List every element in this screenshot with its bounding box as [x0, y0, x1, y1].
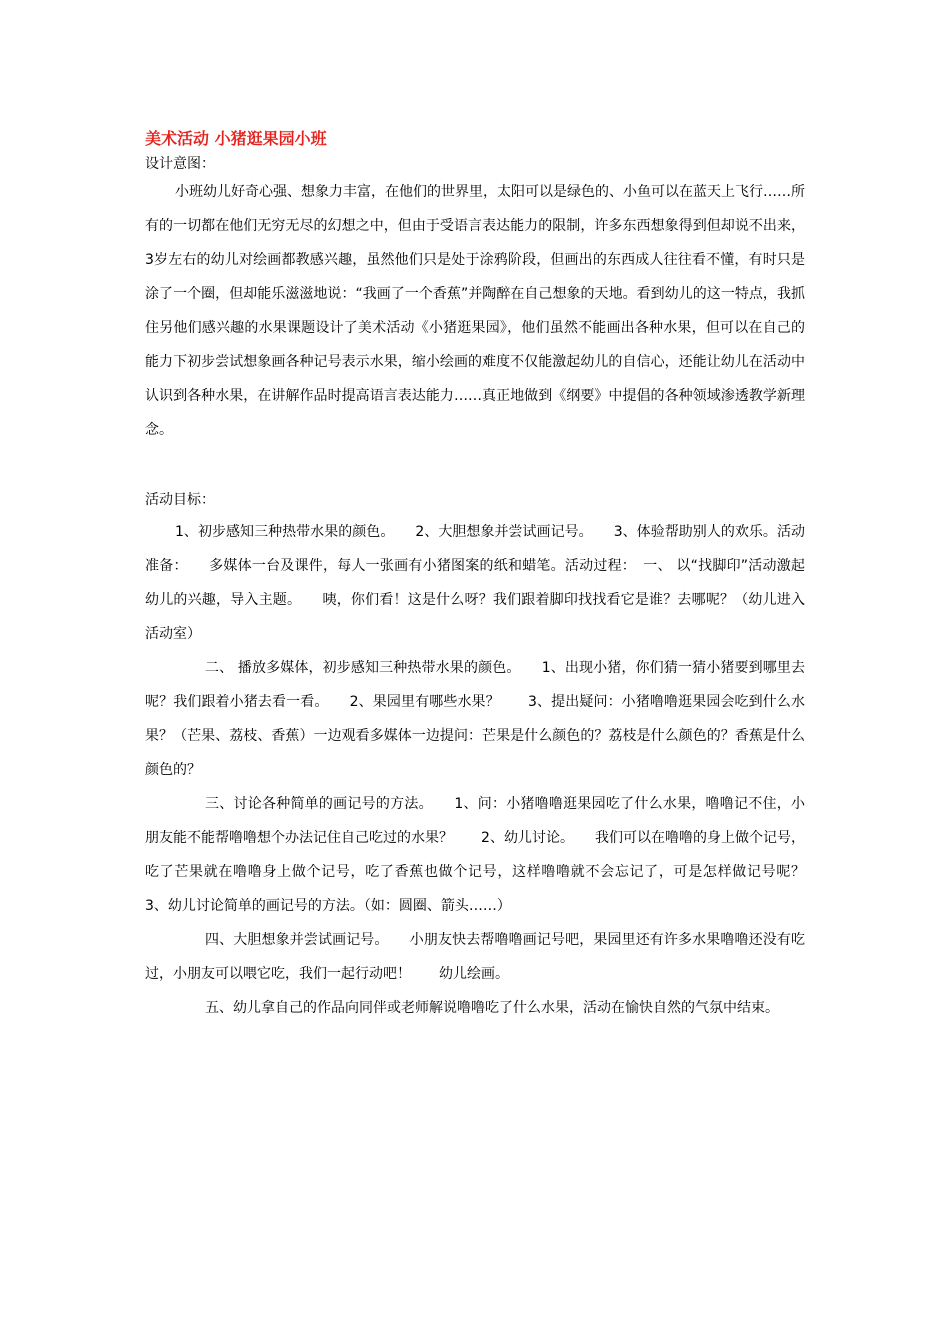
step-three-paragraph: 三、讨论各种简单的画记号的方法。 1、问：小猪噜噜逛果园吃了什么水果，噜噜记不住，小朋友能不能帮噜噜想个办法记住自己吃过的水果？ 2、幼儿讨论。 我们可以在噜噜的身上做个记号，吃了芒果就在噜噜身上做个记号，吃了香蕉也做个记号，这样噜噜就不会忘记了，可是怎样做记号呢？ 3、幼儿讨论简单的画记号的方法。（如：圆圈、箭头……） [145, 796, 833, 914]
goals-paragraph: 1、初步感知三种热带水果的颜色。 2、大胆想象并尝试画记号。 3、体验帮助别人的欢乐。活动准备： 多媒体一台及课件，每人一张画有小猪图案的纸和蜡笔。活动过程： 一、 以“找脚印”活动激起幼儿的兴趣，导入主题。 咦，你们看！这是什么呀？我们跟着脚印找找看它是谁？去哪呢？（幼儿进入活动室） [145, 524, 805, 642]
intent-paragraph: 小班幼儿好奇心强、想象力丰富，在他们的世界里，太阳可以是绿色的、小鱼可以在蓝天上飞行……所有的一切都在他们无穷无尽的幻想之中，但由于受语言表达能力的限制，许多东西想象得到但却说不出来，3岁左右的幼儿对绘画都教感兴趣，虽然他们只是处于涂鸦阶段，但画出的东西成人往往看不懂，有时只是涂了一个圈，但却能乐滋滋地说：“我画了一个香蕉”并陶醉在自己想象的天地。看到幼儿的这一特点，我抓住另他们感兴趣的水果课题设计了美术活动《小猪逛果园》，他们虽然不能画出各种水果，但可以在自己的能力下初步尝试想象画各种记号表示水果，缩小绘画的难度不仅能激起幼儿的自信心，还能让幼儿在活动中认识到各种水果，在讲解作品时提高语言表达能力……真正地做到《纲要》中提倡的各种领域渗透教学新理念。 [145, 184, 805, 438]
spacer [145, 447, 805, 489]
step-two-paragraph: 二、 播放多媒体，初步感知三种热带水果的颜色。 1、出现小猪，你们猜一猜小猪要到哪里去呢？我们跟着小猪去看一看。 2、果园里有哪些水果？ 3、提出疑问：小猪噜噜逛果园会吃到什么水果？（芒果、荔枝、香蕉）一边观看多媒体一边提问：芒果是什么颜色的？荔枝是什么颜色的？香蕉是什么颜色的？ [145, 660, 805, 778]
goals-heading: 活动目标： [145, 492, 215, 508]
document-content [145, 127, 833, 1025]
step-five-paragraph: 五、幼儿拿自己的作品向同伴或老师解说噜噜吃了什么水果，活动在愉快自然的气氛中结束。 [205, 1000, 779, 1016]
step-four-paragraph: 四、大胆想象并尝试画记号。 小朋友快去帮噜噜画记号吧，果园里还有许多水果噜噜还没有吃过，小朋友可以喂它吃，我们一起行动吧！ 幼儿绘画。 [145, 932, 805, 982]
intent-heading: 设计意图： [145, 156, 215, 172]
document-title: 美术活动 小猪逛果园小班 [145, 129, 327, 148]
